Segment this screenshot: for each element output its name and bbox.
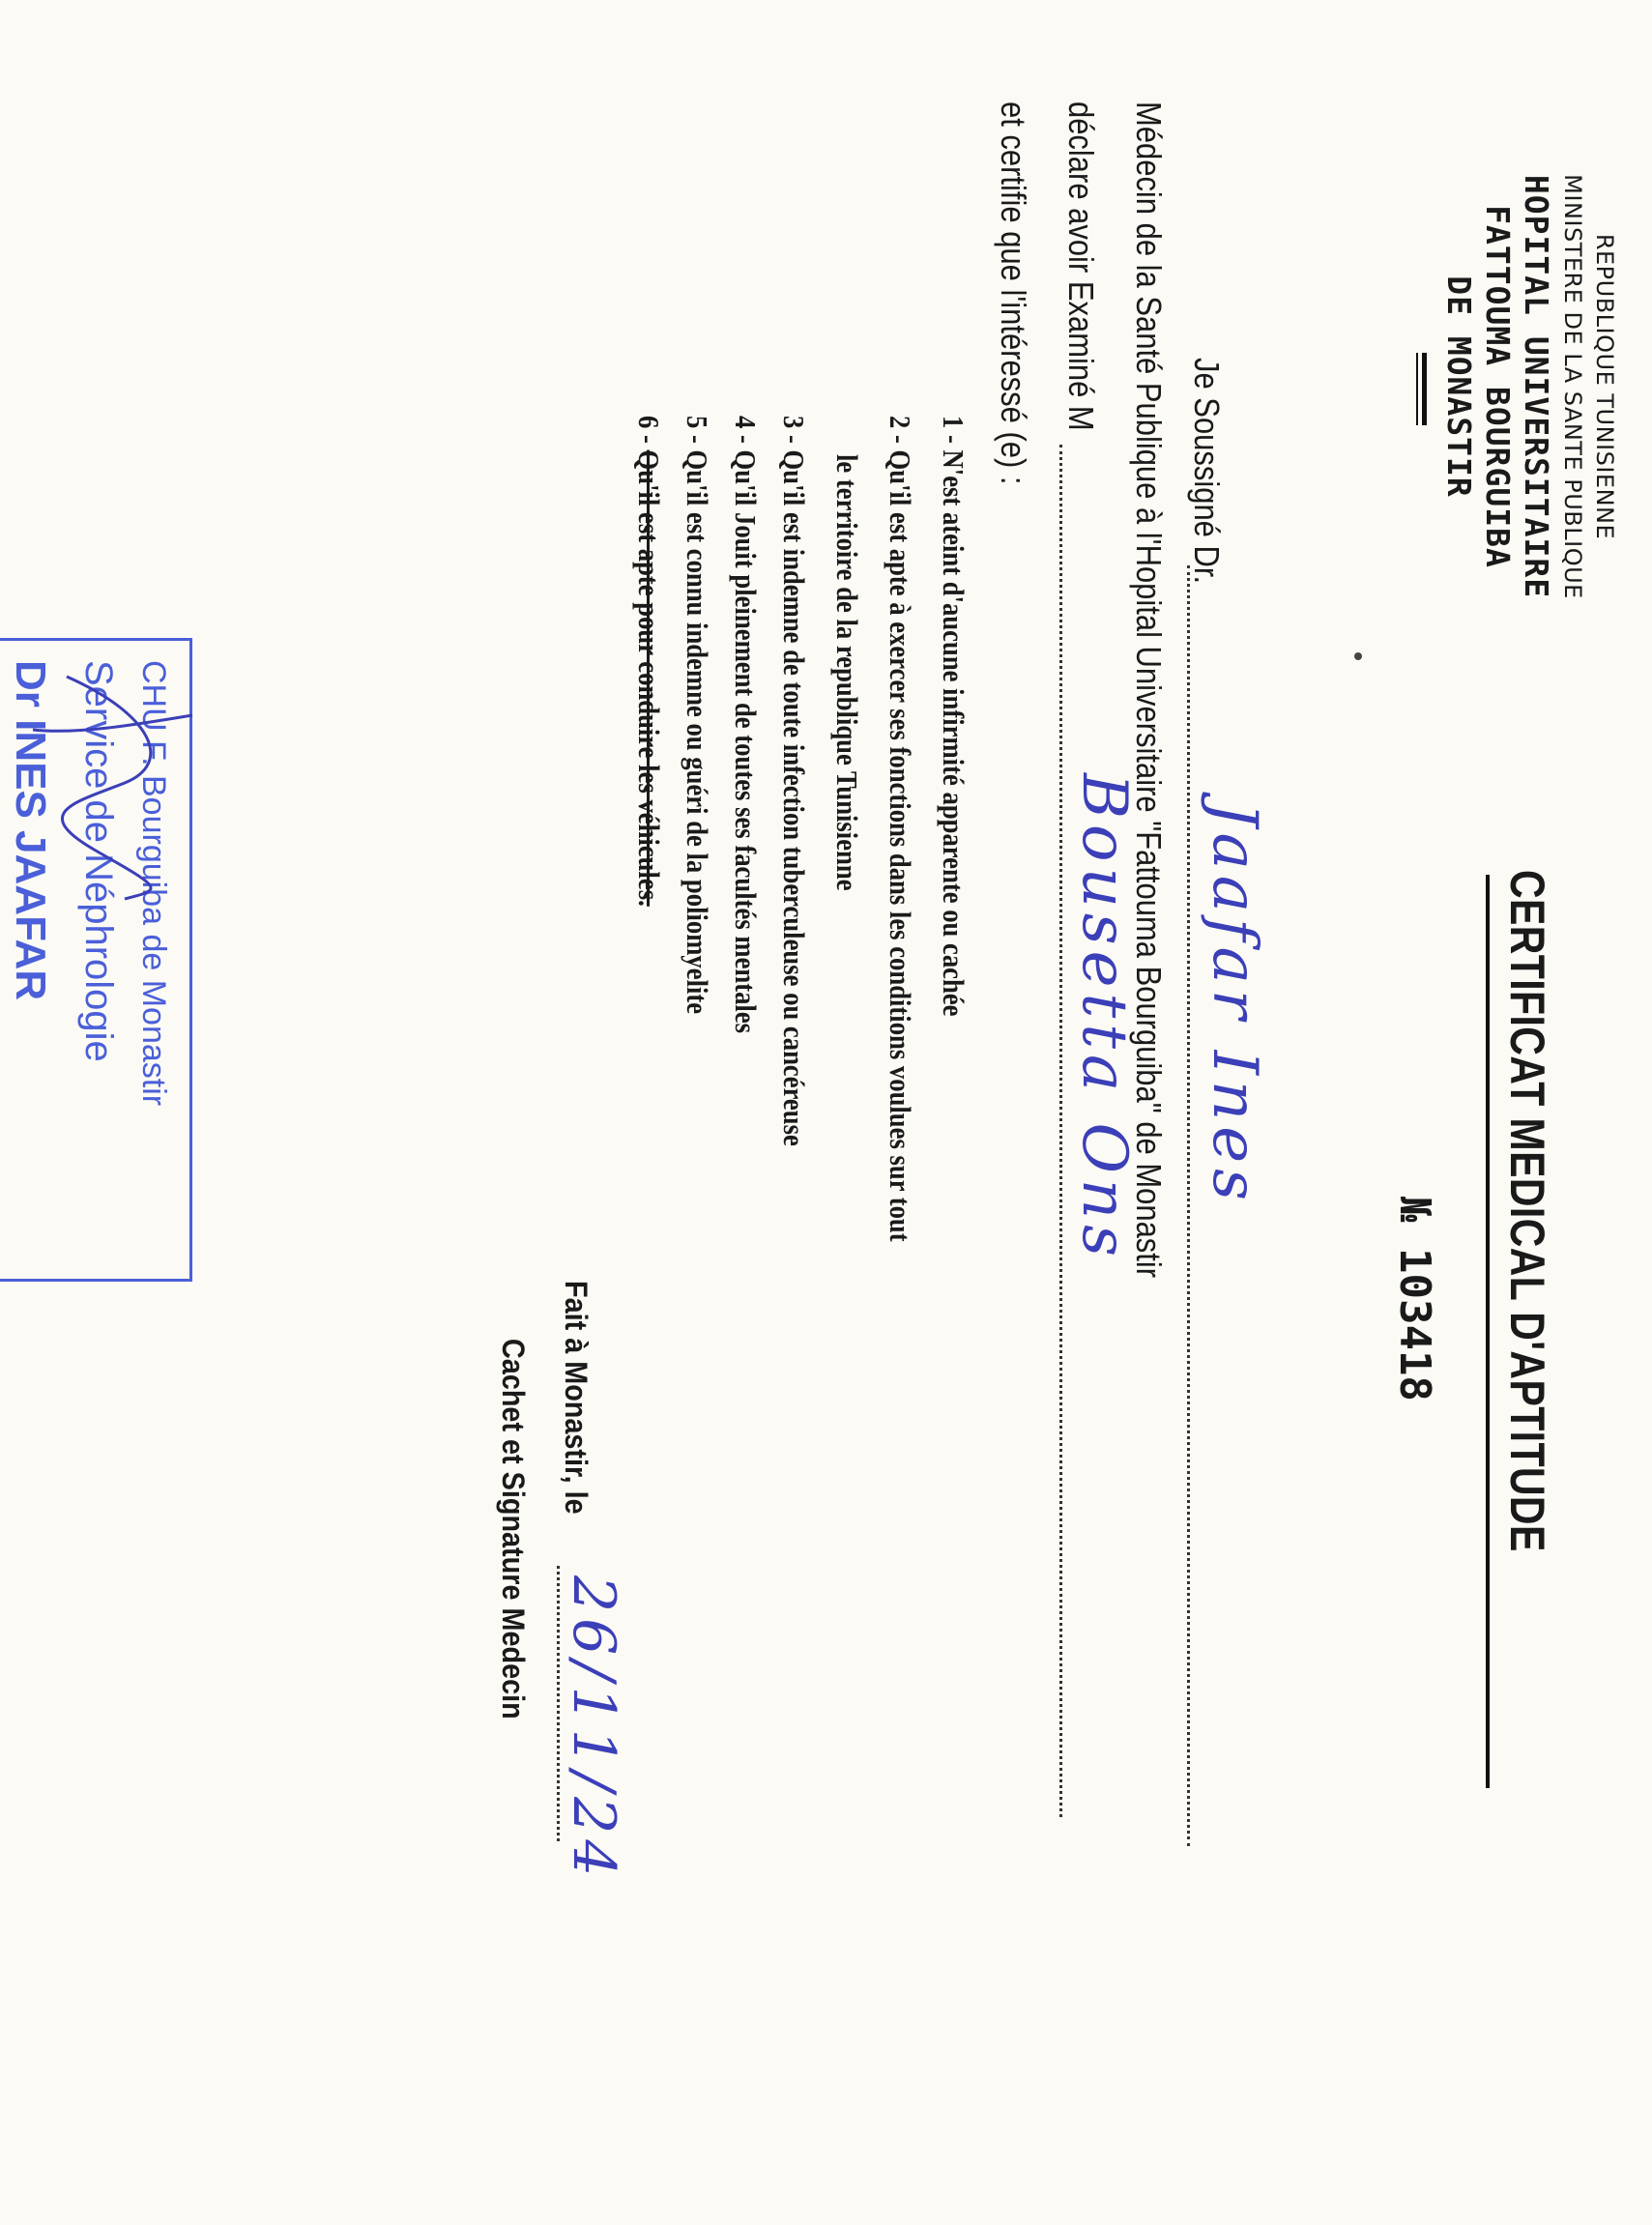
item-6-number: 6 - (632, 416, 666, 444)
doctor-dotted-line (1187, 565, 1190, 1846)
patient-dotted-line (1059, 445, 1062, 1817)
item-3 (776, 416, 811, 1146)
item-5-text: Qu'il est connu indemne ou guéri de la poliomyelite (681, 449, 714, 1015)
doctor-name-handwritten: Jaafar Ines (1199, 802, 1270, 1206)
item-1-text: N'est ateint d'aucune infirmité apparente ou cachée (937, 449, 971, 1017)
item-3-text: Qu'il est indemne de toute infection tuberculeuse ou cancéreuse (777, 449, 811, 1146)
stamp-hospital-line: CHU F. Bourguiba de Monastir (135, 660, 172, 1107)
signature-scribble (18, 657, 212, 909)
patient-name-handwritten: Bousetta Ons (1068, 773, 1140, 1262)
item-6 (631, 416, 666, 907)
item-2 (883, 416, 917, 1242)
declaration-line2: Médecin de la Santé Publique à l'Hopital Universitaire "Fattouma Bourguiba" de Monastir (1129, 101, 1169, 1279)
stamp-service-line: Service de Néphrologie (77, 660, 120, 1062)
hospital-name-line1: HOPITAL UNIVERSITAIRE (1518, 174, 1555, 599)
title-underline (1486, 875, 1490, 1788)
date-handwritten: 26/11/24 (560, 1575, 627, 1883)
item-5-number: 5 - (681, 416, 714, 444)
declaration-examined-label: déclare avoir Examiné M (1061, 101, 1101, 431)
item-2-cont-text: le territoire de la republique Tunisienne (830, 454, 864, 891)
place-date-label: Fait à Monastir, le (559, 1281, 594, 1515)
item-4-text: Qu'il Jouit pleinement de toutes ses facultés mentales (729, 449, 763, 1034)
header-rule-thin (1416, 353, 1418, 425)
item-3-number: 3 - (777, 416, 811, 444)
certificate-title: CERTIFICAT MEDICAL D'APTITUDE (1500, 870, 1554, 1552)
hospital-name-line2: FATTOUMA BOURGUIBA (1479, 205, 1517, 568)
republic-label: REPUBLIQUE TUNISIENNE (1591, 233, 1618, 540)
declaration-doctor-label: Je Soussigné Dr. (1187, 358, 1227, 585)
ministry-label: MINISTERE DE LA SANTE PUBLIQUE (1559, 174, 1586, 599)
declaration-line4: et certifie que l'intéressé (e) : (994, 101, 1033, 485)
item-2-continuation (829, 454, 864, 891)
ink-dot (1354, 652, 1362, 660)
item-2-text: Qu'il est apte à exercer ses fonctions dans les conditions voulues sur tout (884, 449, 917, 1242)
item-4 (728, 416, 763, 1033)
header-rule (1422, 353, 1427, 425)
certificate-number: № 103418 (1390, 1197, 1439, 1401)
item-2-number: 2 - (884, 416, 917, 444)
item-1 (936, 416, 971, 1017)
item-4-number: 4 - (729, 416, 763, 444)
stamp-signature-label: Cachet et Signature Medecin (496, 1339, 531, 1719)
item-6-text-struck: Qu'il est apte pour conduire les véhicules. (632, 449, 666, 907)
item-5 (680, 416, 714, 1014)
hospital-name-line3: DE MONASTIR (1440, 275, 1478, 498)
stamp-doctor-line: Dr INES JAAFAR (7, 660, 54, 1001)
item-1-number: 1 - (937, 416, 971, 444)
